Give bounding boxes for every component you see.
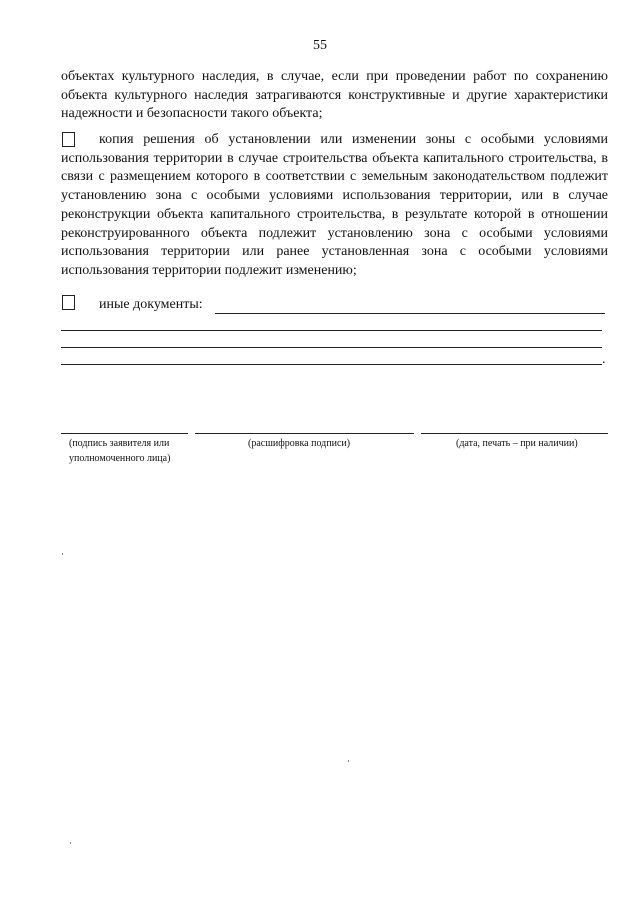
paragraph-continuation: объектах культурного наследия, в случае, если при проведении работ по сохранению объекта культурного наследия затрагиваются конструктивные и другие характеристики надежности и безопасности такого объекта; bbox=[61, 69, 608, 122]
scan-speck bbox=[62, 553, 63, 555]
scan-speck bbox=[70, 842, 71, 844]
signature-transcript-line[interactable] bbox=[195, 433, 414, 434]
scan-speck bbox=[348, 760, 349, 762]
other-documents-checkbox[interactable] bbox=[62, 295, 75, 310]
date-caption: (дата, печать – при наличии) bbox=[456, 438, 578, 449]
other-documents-line-1[interactable] bbox=[215, 313, 605, 314]
date-seal-line[interactable] bbox=[421, 433, 608, 434]
signature-line[interactable] bbox=[61, 433, 188, 434]
other-documents-end-mark: . bbox=[602, 352, 606, 367]
paragraph-zone-decision: копия решения об установлении или изменении зоны с особыми условиями использования территории в случае строительства объекта капитального строительства, в связи с размещением которого в соответствии с земельным законодательством подлежит установлению зона с особыми условиями использования территории, или в случае реконструкции объекта капитального строительства, в результате которой в отношении реконструированного объекта подлежит установлению зона с особыми условиями использования территории или ранее установленная зона с особыми условиями использования территории подлежит изменению; bbox=[61, 132, 608, 278]
page-number: 55 bbox=[313, 38, 327, 53]
transcript-caption: (расшифровка подписи) bbox=[248, 438, 351, 449]
other-documents-line-2[interactable] bbox=[61, 330, 602, 331]
signature-caption: (подпись заявителя или уполномоченного лица) bbox=[69, 438, 171, 464]
other-documents-label: иные документы: bbox=[99, 297, 203, 312]
other-documents-line-4[interactable] bbox=[61, 364, 602, 365]
other-documents-line-3[interactable] bbox=[61, 347, 602, 348]
